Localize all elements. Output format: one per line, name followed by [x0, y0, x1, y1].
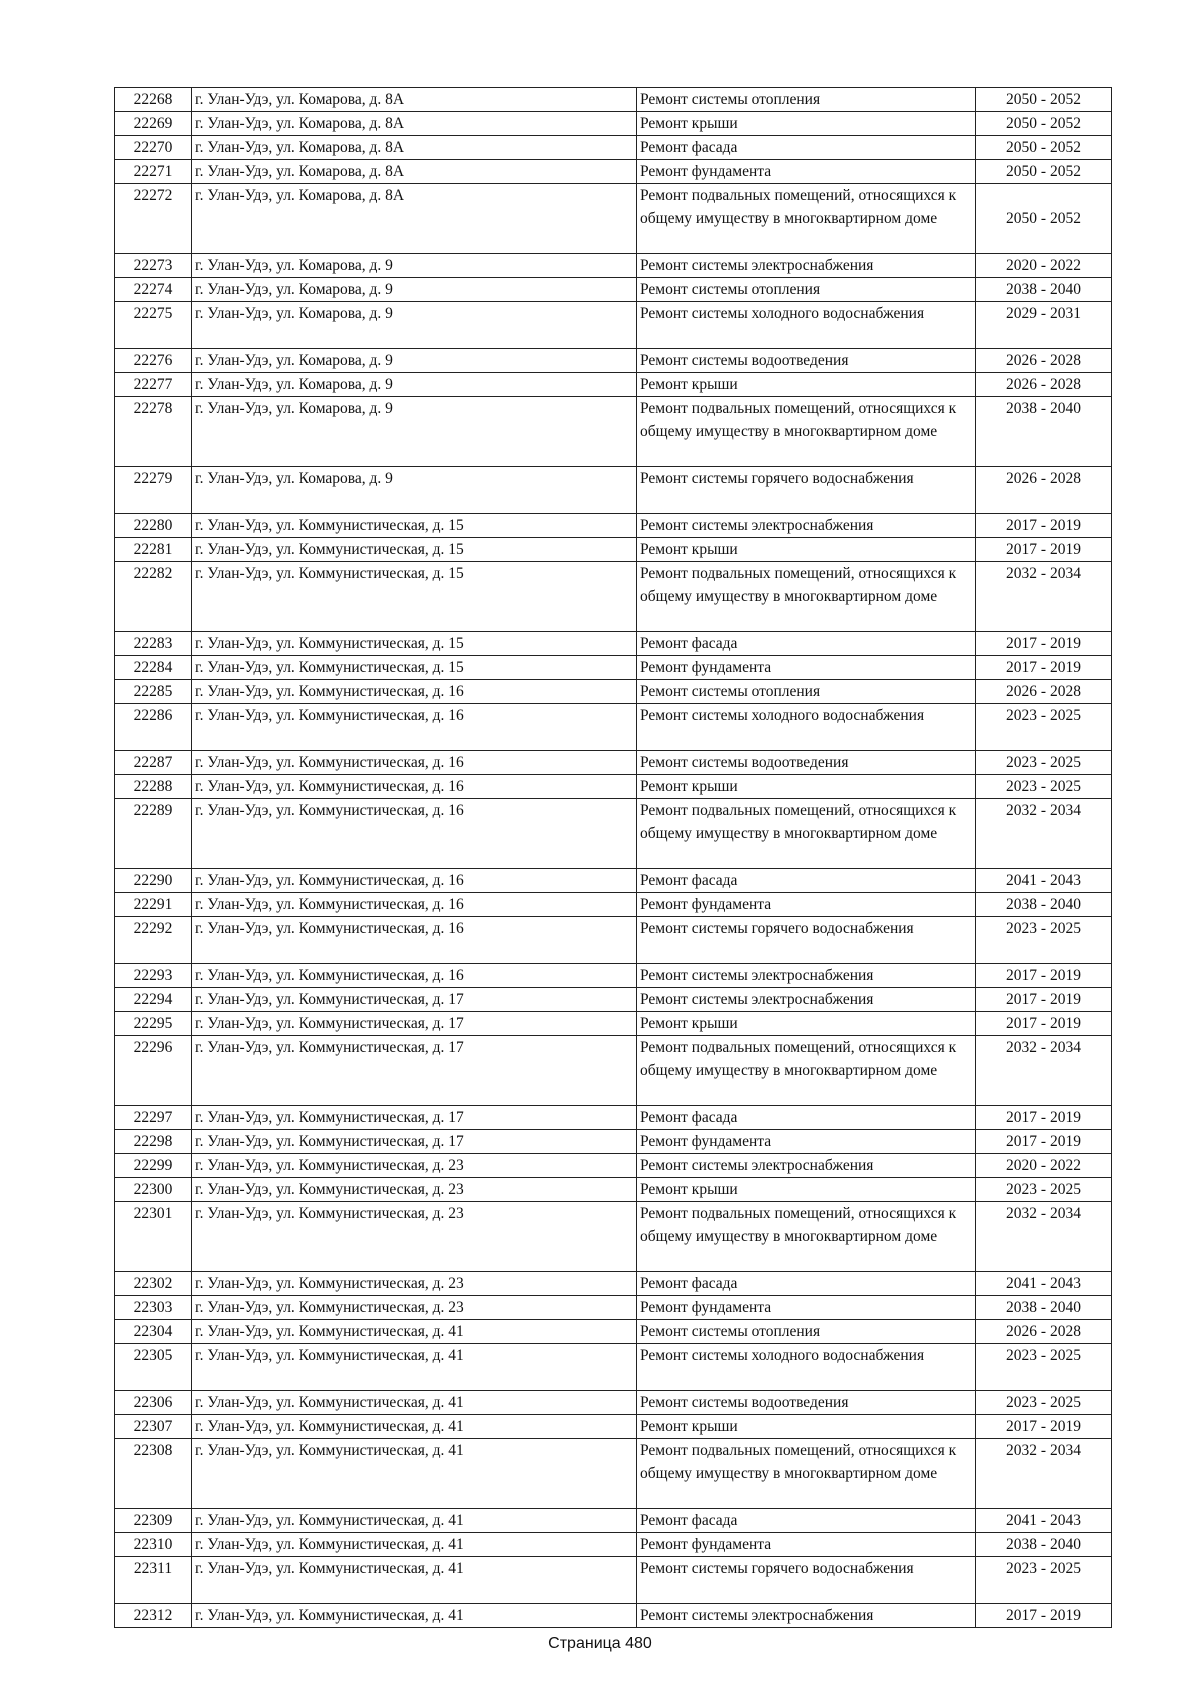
table-row	[115, 254, 1112, 278]
table-row	[115, 988, 1112, 1012]
row-address: г. Улан-Удэ, ул. Коммунистическая, д. 16	[192, 893, 637, 917]
row-address: г. Улан-Удэ, ул. Коммунистическая, д. 16	[192, 964, 637, 988]
row-number: 22275	[115, 302, 192, 349]
table-row	[115, 538, 1112, 562]
row-work-type: Ремонт крыши	[637, 373, 976, 397]
table-row	[115, 1320, 1112, 1344]
row-period: 2026 - 2028	[976, 373, 1112, 397]
table-row	[115, 964, 1112, 988]
row-number: 22297	[115, 1106, 192, 1130]
row-number: 22299	[115, 1154, 192, 1178]
table-row	[115, 349, 1112, 373]
row-period: 2032 - 2034	[976, 799, 1112, 869]
table-row	[115, 1391, 1112, 1415]
row-work-type: Ремонт системы электроснабжения	[637, 514, 976, 538]
row-work-type: Ремонт подвальных помещений, относящихся к общему имуществу в многоквартирном доме	[637, 799, 976, 869]
row-period: 2029 - 2031	[976, 302, 1112, 349]
row-period: 2023 - 2025	[976, 704, 1112, 751]
row-work-type: Ремонт системы водоотведения	[637, 1391, 976, 1415]
row-period: 2041 - 2043	[976, 869, 1112, 893]
row-period: 2023 - 2025	[976, 1557, 1112, 1604]
row-address: г. Улан-Удэ, ул. Комарова, д. 9	[192, 349, 637, 373]
row-number: 22270	[115, 136, 192, 160]
table-row	[115, 751, 1112, 775]
row-period: 2017 - 2019	[976, 514, 1112, 538]
row-number: 22305	[115, 1344, 192, 1391]
row-period: 2041 - 2043	[976, 1272, 1112, 1296]
table-row	[115, 1012, 1112, 1036]
row-work-type: Ремонт крыши	[637, 1178, 976, 1202]
row-period: 2050 - 2052	[976, 136, 1112, 160]
row-period: 2032 - 2034	[976, 1439, 1112, 1509]
row-period: 2020 - 2022	[976, 254, 1112, 278]
row-work-type: Ремонт подвальных помещений, относящихся к общему имуществу в многоквартирном доме	[637, 1202, 976, 1272]
row-number: 22271	[115, 160, 192, 184]
row-period: 2017 - 2019	[976, 656, 1112, 680]
repair-schedule-table	[114, 87, 1112, 1628]
table-row	[115, 562, 1112, 632]
row-period: 2050 - 2052	[976, 184, 1112, 254]
row-work-type: Ремонт фундамента	[637, 656, 976, 680]
page-number: Страница 480	[548, 1635, 652, 1652]
table-row	[115, 160, 1112, 184]
row-work-type: Ремонт крыши	[637, 775, 976, 799]
row-period: 2032 - 2034	[976, 1202, 1112, 1272]
row-period: 2023 - 2025	[976, 1391, 1112, 1415]
row-address: г. Улан-Удэ, ул. Комарова, д. 8А	[192, 160, 637, 184]
table-row	[115, 1154, 1112, 1178]
row-work-type: Ремонт системы холодного водоснабжения	[637, 1344, 976, 1391]
row-number: 22289	[115, 799, 192, 869]
row-address: г. Улан-Удэ, ул. Коммунистическая, д. 16	[192, 799, 637, 869]
table-row	[115, 1604, 1112, 1628]
row-work-type: Ремонт системы горячего водоснабжения	[637, 1557, 976, 1604]
row-address: г. Улан-Удэ, ул. Коммунистическая, д. 41	[192, 1509, 637, 1533]
row-address: г. Улан-Удэ, ул. Коммунистическая, д. 17	[192, 1036, 637, 1106]
row-period: 2017 - 2019	[976, 964, 1112, 988]
row-period: 2038 - 2040	[976, 397, 1112, 467]
row-address: г. Улан-Удэ, ул. Комарова, д. 9	[192, 397, 637, 467]
row-address: г. Улан-Удэ, ул. Коммунистическая, д. 41	[192, 1533, 637, 1557]
row-number: 22306	[115, 1391, 192, 1415]
row-work-type: Ремонт фасада	[637, 136, 976, 160]
row-work-type: Ремонт фундамента	[637, 1296, 976, 1320]
table-row	[115, 656, 1112, 680]
row-number: 22293	[115, 964, 192, 988]
row-work-type: Ремонт крыши	[637, 112, 976, 136]
row-number: 22307	[115, 1415, 192, 1439]
row-address: г. Улан-Удэ, ул. Коммунистическая, д. 15	[192, 562, 637, 632]
table-row	[115, 1415, 1112, 1439]
row-period: 2038 - 2040	[976, 1296, 1112, 1320]
row-work-type: Ремонт системы горячего водоснабжения	[637, 467, 976, 514]
row-work-type: Ремонт фундамента	[637, 1130, 976, 1154]
table-row	[115, 1130, 1112, 1154]
row-address: г. Улан-Удэ, ул. Коммунистическая, д. 16	[192, 680, 637, 704]
table-row	[115, 1509, 1112, 1533]
table-row	[115, 112, 1112, 136]
row-period: 2017 - 2019	[976, 988, 1112, 1012]
row-number: 22283	[115, 632, 192, 656]
row-number: 22312	[115, 1604, 192, 1628]
table-row	[115, 1557, 1112, 1604]
row-address: г. Улан-Удэ, ул. Комарова, д. 8А	[192, 184, 637, 254]
row-work-type: Ремонт системы водоотведения	[637, 751, 976, 775]
row-address: г. Улан-Удэ, ул. Коммунистическая, д. 15	[192, 656, 637, 680]
row-address: г. Улан-Удэ, ул. Коммунистическая, д. 41	[192, 1439, 637, 1509]
row-work-type: Ремонт фундамента	[637, 893, 976, 917]
row-number: 22298	[115, 1130, 192, 1154]
row-address: г. Улан-Удэ, ул. Коммунистическая, д. 41	[192, 1320, 637, 1344]
row-work-type: Ремонт системы электроснабжения	[637, 1604, 976, 1628]
row-number: 22268	[115, 88, 192, 112]
table-row	[115, 1106, 1112, 1130]
row-period: 2017 - 2019	[976, 1604, 1112, 1628]
row-work-type: Ремонт системы отопления	[637, 278, 976, 302]
row-work-type: Ремонт системы холодного водоснабжения	[637, 302, 976, 349]
row-address: г. Улан-Удэ, ул. Коммунистическая, д. 41	[192, 1415, 637, 1439]
row-period: 2023 - 2025	[976, 1178, 1112, 1202]
row-address: г. Улан-Удэ, ул. Коммунистическая, д. 23	[192, 1296, 637, 1320]
row-address: г. Улан-Удэ, ул. Комарова, д. 9	[192, 467, 637, 514]
row-number: 22294	[115, 988, 192, 1012]
table-row	[115, 869, 1112, 893]
row-work-type: Ремонт фундамента	[637, 160, 976, 184]
row-number: 22285	[115, 680, 192, 704]
row-number: 22310	[115, 1533, 192, 1557]
row-period: 2050 - 2052	[976, 160, 1112, 184]
row-number: 22269	[115, 112, 192, 136]
table-row	[115, 917, 1112, 964]
row-address: г. Улан-Удэ, ул. Комарова, д. 9	[192, 302, 637, 349]
table-row	[115, 1533, 1112, 1557]
table-row	[115, 704, 1112, 751]
row-number: 22300	[115, 1178, 192, 1202]
row-work-type: Ремонт крыши	[637, 1415, 976, 1439]
row-number: 22276	[115, 349, 192, 373]
row-work-type: Ремонт крыши	[637, 538, 976, 562]
row-work-type: Ремонт фасада	[637, 632, 976, 656]
row-period: 2038 - 2040	[976, 1533, 1112, 1557]
row-number: 22280	[115, 514, 192, 538]
row-work-type: Ремонт фундамента	[637, 1533, 976, 1557]
table-row	[115, 88, 1112, 112]
row-address: г. Улан-Удэ, ул. Комарова, д. 8А	[192, 136, 637, 160]
row-work-type: Ремонт фасада	[637, 1106, 976, 1130]
table-row	[115, 373, 1112, 397]
row-number: 22292	[115, 917, 192, 964]
row-period: 2032 - 2034	[976, 562, 1112, 632]
row-period: 2017 - 2019	[976, 632, 1112, 656]
row-address: г. Улан-Удэ, ул. Коммунистическая, д. 17	[192, 1106, 637, 1130]
row-work-type: Ремонт системы холодного водоснабжения	[637, 704, 976, 751]
row-period: 2017 - 2019	[976, 538, 1112, 562]
row-period: 2032 - 2034	[976, 1036, 1112, 1106]
row-address: г. Улан-Удэ, ул. Комарова, д. 9	[192, 278, 637, 302]
row-work-type: Ремонт подвальных помещений, относящихся к общему имуществу в многоквартирном доме	[637, 562, 976, 632]
table-body	[115, 88, 1112, 1628]
row-address: г. Улан-Удэ, ул. Комарова, д. 8А	[192, 88, 637, 112]
row-work-type: Ремонт фасада	[637, 1272, 976, 1296]
row-period: 2026 - 2028	[976, 1320, 1112, 1344]
row-address: г. Улан-Удэ, ул. Коммунистическая, д. 15	[192, 514, 637, 538]
row-address: г. Улан-Удэ, ул. Коммунистическая, д. 17	[192, 988, 637, 1012]
row-work-type: Ремонт системы отопления	[637, 680, 976, 704]
table-row	[115, 1178, 1112, 1202]
row-work-type: Ремонт системы горячего водоснабжения	[637, 917, 976, 964]
row-number: 22311	[115, 1557, 192, 1604]
row-work-type: Ремонт фасада	[637, 1509, 976, 1533]
table-row	[115, 632, 1112, 656]
row-address: г. Улан-Удэ, ул. Коммунистическая, д. 41	[192, 1557, 637, 1604]
row-number: 22277	[115, 373, 192, 397]
table-row	[115, 1272, 1112, 1296]
row-period: 2017 - 2019	[976, 1415, 1112, 1439]
table-row	[115, 799, 1112, 869]
table-row	[115, 397, 1112, 467]
row-period: 2023 - 2025	[976, 775, 1112, 799]
row-address: г. Улан-Удэ, ул. Коммунистическая, д. 16	[192, 869, 637, 893]
row-address: г. Улан-Удэ, ул. Коммунистическая, д. 17	[192, 1130, 637, 1154]
row-number: 22295	[115, 1012, 192, 1036]
row-period: 2050 - 2052	[976, 112, 1112, 136]
row-address: г. Улан-Удэ, ул. Коммунистическая, д. 16	[192, 704, 637, 751]
table-row	[115, 1296, 1112, 1320]
row-address: г. Улан-Удэ, ул. Коммунистическая, д. 41	[192, 1344, 637, 1391]
row-period: 2050 - 2052	[976, 88, 1112, 112]
table-row	[115, 680, 1112, 704]
row-work-type: Ремонт подвальных помещений, относящихся к общему имуществу в многоквартирном доме	[637, 184, 976, 254]
row-number: 22282	[115, 562, 192, 632]
table-row	[115, 302, 1112, 349]
row-period: 2038 - 2040	[976, 893, 1112, 917]
row-address: г. Улан-Удэ, ул. Коммунистическая, д. 15	[192, 538, 637, 562]
table-row	[115, 1344, 1112, 1391]
row-number: 22284	[115, 656, 192, 680]
row-period: 2017 - 2019	[976, 1130, 1112, 1154]
row-work-type: Ремонт фасада	[637, 869, 976, 893]
row-period: 2026 - 2028	[976, 349, 1112, 373]
row-address: г. Улан-Удэ, ул. Коммунистическая, д. 41	[192, 1604, 637, 1628]
row-address: г. Улан-Удэ, ул. Коммунистическая, д. 23	[192, 1272, 637, 1296]
row-work-type: Ремонт подвальных помещений, относящихся к общему имуществу в многоквартирном доме	[637, 1439, 976, 1509]
row-number: 22301	[115, 1202, 192, 1272]
row-number: 22302	[115, 1272, 192, 1296]
row-period: 2023 - 2025	[976, 751, 1112, 775]
row-period: 2017 - 2019	[976, 1012, 1112, 1036]
table-row	[115, 467, 1112, 514]
row-work-type: Ремонт системы электроснабжения	[637, 964, 976, 988]
row-address: г. Улан-Удэ, ул. Коммунистическая, д. 17	[192, 1012, 637, 1036]
row-number: 22288	[115, 775, 192, 799]
row-number: 22291	[115, 893, 192, 917]
row-address: г. Улан-Удэ, ул. Комарова, д. 9	[192, 373, 637, 397]
row-period: 2017 - 2019	[976, 1106, 1112, 1130]
row-number: 22273	[115, 254, 192, 278]
row-number: 22309	[115, 1509, 192, 1533]
row-address: г. Улан-Удэ, ул. Коммунистическая, д. 16	[192, 751, 637, 775]
table-row	[115, 514, 1112, 538]
row-number: 22274	[115, 278, 192, 302]
table-row	[115, 184, 1112, 254]
row-work-type: Ремонт системы отопления	[637, 1320, 976, 1344]
row-address: г. Улан-Удэ, ул. Коммунистическая, д. 15	[192, 632, 637, 656]
row-number: 22281	[115, 538, 192, 562]
row-number: 22308	[115, 1439, 192, 1509]
row-period: 2041 - 2043	[976, 1509, 1112, 1533]
row-address: г. Улан-Удэ, ул. Коммунистическая, д. 23	[192, 1202, 637, 1272]
table-row	[115, 278, 1112, 302]
row-address: г. Улан-Удэ, ул. Коммунистическая, д. 16	[192, 917, 637, 964]
row-work-type: Ремонт системы электроснабжения	[637, 988, 976, 1012]
row-period: 2020 - 2022	[976, 1154, 1112, 1178]
row-period: 2038 - 2040	[976, 278, 1112, 302]
row-address: г. Улан-Удэ, ул. Коммунистическая, д. 23	[192, 1154, 637, 1178]
table-row	[115, 775, 1112, 799]
row-work-type: Ремонт подвальных помещений, относящихся к общему имуществу в многоквартирном доме	[637, 1036, 976, 1106]
row-address: г. Улан-Удэ, ул. Коммунистическая, д. 16	[192, 775, 637, 799]
row-address: г. Улан-Удэ, ул. Коммунистическая, д. 23	[192, 1178, 637, 1202]
row-work-type: Ремонт системы отопления	[637, 88, 976, 112]
row-address: г. Улан-Удэ, ул. Комарова, д. 8А	[192, 112, 637, 136]
row-number: 22286	[115, 704, 192, 751]
row-number: 22287	[115, 751, 192, 775]
row-work-type: Ремонт подвальных помещений, относящихся к общему имуществу в многоквартирном доме	[637, 397, 976, 467]
table-row	[115, 1439, 1112, 1509]
row-address: г. Улан-Удэ, ул. Комарова, д. 9	[192, 254, 637, 278]
row-period: 2023 - 2025	[976, 917, 1112, 964]
table-row	[115, 136, 1112, 160]
table-row	[115, 1036, 1112, 1106]
row-number: 22296	[115, 1036, 192, 1106]
row-work-type: Ремонт системы водоотведения	[637, 349, 976, 373]
row-number: 22278	[115, 397, 192, 467]
row-number: 22279	[115, 467, 192, 514]
row-work-type: Ремонт крыши	[637, 1012, 976, 1036]
row-period: 2026 - 2028	[976, 680, 1112, 704]
row-period: 2023 - 2025	[976, 1344, 1112, 1391]
row-address: г. Улан-Удэ, ул. Коммунистическая, д. 41	[192, 1391, 637, 1415]
row-work-type: Ремонт системы электроснабжения	[637, 254, 976, 278]
table-row	[115, 893, 1112, 917]
table-row	[115, 1202, 1112, 1272]
row-work-type: Ремонт системы электроснабжения	[637, 1154, 976, 1178]
row-number: 22303	[115, 1296, 192, 1320]
row-period: 2026 - 2028	[976, 467, 1112, 514]
row-number: 22290	[115, 869, 192, 893]
row-number: 22304	[115, 1320, 192, 1344]
row-number: 22272	[115, 184, 192, 254]
